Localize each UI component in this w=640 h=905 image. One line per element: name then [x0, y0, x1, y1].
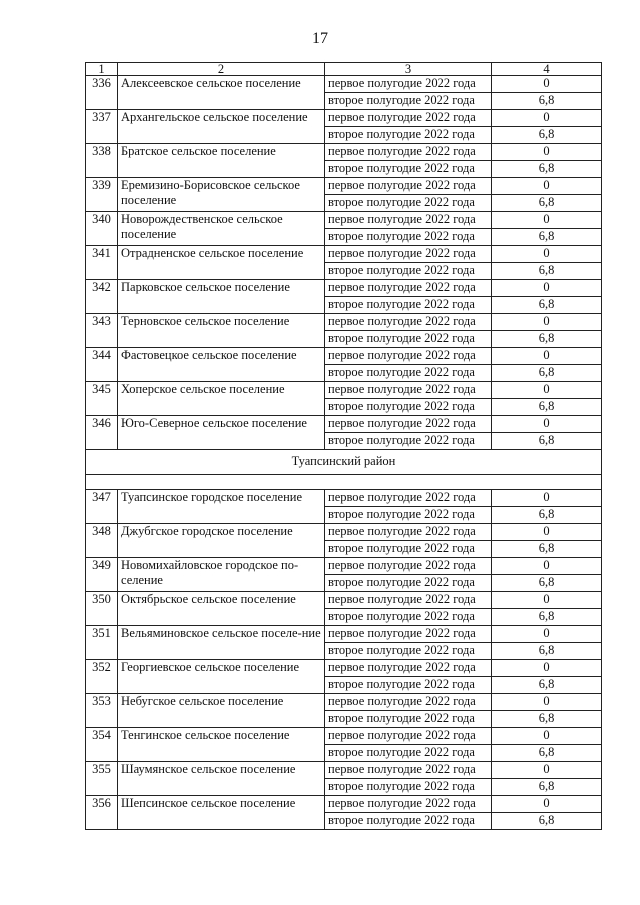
- period-first-half: первое полугодие 2022 года: [325, 592, 492, 609]
- period-second-half: второе полугодие 2022 года: [325, 813, 492, 830]
- row-number: 337: [86, 110, 118, 144]
- table-row: [86, 280, 602, 297]
- rate-value: 6,8: [492, 331, 602, 348]
- table-row: [86, 144, 602, 161]
- table-row: [86, 558, 602, 575]
- table-row: [86, 416, 602, 433]
- rate-value: 6,8: [492, 541, 602, 558]
- settlement-name: Небугское сельское поселение: [118, 694, 325, 728]
- row-number: 347: [86, 490, 118, 524]
- rate-value: 0: [492, 626, 602, 643]
- table-row: [86, 728, 602, 745]
- period-second-half: второе полугодие 2022 года: [325, 779, 492, 796]
- rate-value: 6,8: [492, 161, 602, 178]
- row-number: 349: [86, 558, 118, 592]
- rate-value: 6,8: [492, 745, 602, 762]
- rate-value: 0: [492, 144, 602, 161]
- row-number: 351: [86, 626, 118, 660]
- period-second-half: второе полугодие 2022 года: [325, 127, 492, 144]
- table-row: [86, 178, 602, 195]
- settlement-name: Еремизино-Борисовское сельское поселение: [118, 178, 325, 212]
- rate-value: 0: [492, 694, 602, 711]
- period-first-half: первое полугодие 2022 года: [325, 524, 492, 541]
- period-second-half: второе полугодие 2022 года: [325, 331, 492, 348]
- period-second-half: второе полугодие 2022 года: [325, 263, 492, 280]
- settlement-name: Октябрьское сельское поселение: [118, 592, 325, 626]
- period-first-half: первое полугодие 2022 года: [325, 694, 492, 711]
- table-row: [86, 314, 602, 331]
- settlement-name: Терновское сельское поселение: [118, 314, 325, 348]
- period-second-half: второе полугодие 2022 года: [325, 229, 492, 246]
- table-row: [86, 762, 602, 779]
- rate-value: 0: [492, 76, 602, 93]
- rate-value: 0: [492, 796, 602, 813]
- period-first-half: первое полугодие 2022 года: [325, 144, 492, 161]
- rate-value: 0: [492, 280, 602, 297]
- row-number: 341: [86, 246, 118, 280]
- rate-value: 0: [492, 246, 602, 263]
- rate-value: 6,8: [492, 609, 602, 626]
- rate-value: 0: [492, 382, 602, 399]
- period-first-half: первое полугодие 2022 года: [325, 212, 492, 229]
- rate-value: 0: [492, 728, 602, 745]
- period-first-half: первое полугодие 2022 года: [325, 490, 492, 507]
- row-number: 340: [86, 212, 118, 246]
- spacer-row: [86, 475, 602, 490]
- settlement-name: Парковское сельское поселение: [118, 280, 325, 314]
- period-second-half: второе полугодие 2022 года: [325, 711, 492, 728]
- period-first-half: первое полугодие 2022 года: [325, 796, 492, 813]
- row-number: 355: [86, 762, 118, 796]
- row-number: 343: [86, 314, 118, 348]
- rate-value: 0: [492, 416, 602, 433]
- table-row: [86, 524, 602, 541]
- table-row: [86, 490, 602, 507]
- period-second-half: второе полугодие 2022 года: [325, 161, 492, 178]
- settlement-name: Туапсинское городское поселение: [118, 490, 325, 524]
- rate-value: 0: [492, 558, 602, 575]
- row-number: 336: [86, 76, 118, 110]
- row-number: 352: [86, 660, 118, 694]
- table-row: [86, 246, 602, 263]
- row-number: 354: [86, 728, 118, 762]
- period-first-half: первое полугодие 2022 года: [325, 382, 492, 399]
- period-first-half: первое полугодие 2022 года: [325, 110, 492, 127]
- table-row: [86, 592, 602, 609]
- settlement-name: Джубгское городское поселение: [118, 524, 325, 558]
- table-row: [86, 694, 602, 711]
- column-header-2: 2: [118, 63, 325, 76]
- period-second-half: второе полугодие 2022 года: [325, 609, 492, 626]
- period-second-half: второе полугодие 2022 года: [325, 745, 492, 762]
- period-first-half: первое полугодие 2022 года: [325, 178, 492, 195]
- row-number: 344: [86, 348, 118, 382]
- column-header-4: 4: [492, 63, 602, 76]
- rate-value: 6,8: [492, 433, 602, 450]
- period-first-half: первое полугодие 2022 года: [325, 660, 492, 677]
- rate-value: 6,8: [492, 263, 602, 280]
- table-row: [86, 212, 602, 229]
- table-header-row: [86, 63, 602, 76]
- row-number: 356: [86, 796, 118, 830]
- table-row: [86, 796, 602, 813]
- settlement-name: Отрадненское сельское поселение: [118, 246, 325, 280]
- row-number: 353: [86, 694, 118, 728]
- period-first-half: первое полугодие 2022 года: [325, 626, 492, 643]
- period-first-half: первое полугодие 2022 года: [325, 558, 492, 575]
- settlement-name: Алексеевское сельское поселение: [118, 76, 325, 110]
- table-row: [86, 382, 602, 399]
- period-first-half: первое полугодие 2022 года: [325, 246, 492, 263]
- rate-value: 0: [492, 212, 602, 229]
- rate-value: 6,8: [492, 711, 602, 728]
- rate-value: 0: [492, 592, 602, 609]
- table-row: [86, 626, 602, 643]
- period-second-half: второе полугодие 2022 года: [325, 541, 492, 558]
- rate-value: 6,8: [492, 677, 602, 694]
- table-row: [86, 110, 602, 127]
- period-first-half: первое полугодие 2022 года: [325, 76, 492, 93]
- settlement-name: Братское сельское поселение: [118, 144, 325, 178]
- rate-value: 0: [492, 490, 602, 507]
- settlement-name: Юго-Северное сельское поселение: [118, 416, 325, 450]
- settlement-name: Вельяминовское сельское поселе-ние: [118, 626, 325, 660]
- rate-value: 6,8: [492, 365, 602, 382]
- district-header-row: [86, 450, 602, 475]
- rate-value: 0: [492, 660, 602, 677]
- rate-value: 0: [492, 762, 602, 779]
- rate-value: 0: [492, 110, 602, 127]
- rate-value: 6,8: [492, 399, 602, 416]
- rate-value: 0: [492, 524, 602, 541]
- period-second-half: второе полугодие 2022 года: [325, 507, 492, 524]
- period-second-half: второе полугодие 2022 года: [325, 677, 492, 694]
- settlement-name: Фастовецкое сельское поселение: [118, 348, 325, 382]
- settlement-name: Новорождественское сельское поселение: [118, 212, 325, 246]
- period-second-half: второе полугодие 2022 года: [325, 297, 492, 314]
- rate-value: 6,8: [492, 507, 602, 524]
- rate-value: 6,8: [492, 195, 602, 212]
- rate-value: 6,8: [492, 643, 602, 660]
- settlement-name: Шепсинское сельское поселение: [118, 796, 325, 830]
- rate-value: 0: [492, 178, 602, 195]
- settlement-name: Шаумянское сельское поселение: [118, 762, 325, 796]
- rate-value: 6,8: [492, 813, 602, 830]
- row-number: 345: [86, 382, 118, 416]
- table-row: [86, 76, 602, 93]
- scan-artifact: [340, 843, 400, 849]
- rate-value: 6,8: [492, 779, 602, 796]
- column-header-3: 3: [325, 63, 492, 76]
- rate-value: 6,8: [492, 93, 602, 110]
- period-second-half: второе полугодие 2022 года: [325, 643, 492, 660]
- spacer-cell: [86, 475, 602, 490]
- period-first-half: первое полугодие 2022 года: [325, 280, 492, 297]
- settlement-name: Тенгинское сельское поселение: [118, 728, 325, 762]
- settlement-name: Новомихайловское городское по-селение: [118, 558, 325, 592]
- table-row: [86, 660, 602, 677]
- table-row: [86, 348, 602, 365]
- district-name: Туапсинский район: [86, 450, 602, 475]
- column-header-1: 1: [86, 63, 118, 76]
- page-number: 17: [312, 30, 328, 47]
- period-second-half: второе полугодие 2022 года: [325, 93, 492, 110]
- settlement-name: Архангельское сельское поселение: [118, 110, 325, 144]
- period-second-half: второе полугодие 2022 года: [325, 399, 492, 416]
- row-number: 346: [86, 416, 118, 450]
- period-second-half: второе полугодие 2022 года: [325, 433, 492, 450]
- period-first-half: первое полугодие 2022 года: [325, 348, 492, 365]
- period-first-half: первое полугодие 2022 года: [325, 728, 492, 745]
- row-number: 348: [86, 524, 118, 558]
- rate-value: 0: [492, 314, 602, 331]
- period-second-half: второе полугодие 2022 года: [325, 575, 492, 592]
- period-first-half: первое полугодие 2022 года: [325, 762, 492, 779]
- row-number: 342: [86, 280, 118, 314]
- period-second-half: второе полугодие 2022 года: [325, 195, 492, 212]
- period-second-half: второе полугодие 2022 года: [325, 365, 492, 382]
- rate-value: 6,8: [492, 229, 602, 246]
- tariff-table: [85, 62, 602, 830]
- row-number: 350: [86, 592, 118, 626]
- settlement-name: Георгиевское сельское поселение: [118, 660, 325, 694]
- rate-value: 6,8: [492, 127, 602, 144]
- rate-value: 6,8: [492, 297, 602, 314]
- rate-value: 6,8: [492, 575, 602, 592]
- settlement-name: Хоперское сельское поселение: [118, 382, 325, 416]
- row-number: 339: [86, 178, 118, 212]
- period-first-half: первое полугодие 2022 года: [325, 314, 492, 331]
- row-number: 338: [86, 144, 118, 178]
- rate-value: 0: [492, 348, 602, 365]
- period-first-half: первое полугодие 2022 года: [325, 416, 492, 433]
